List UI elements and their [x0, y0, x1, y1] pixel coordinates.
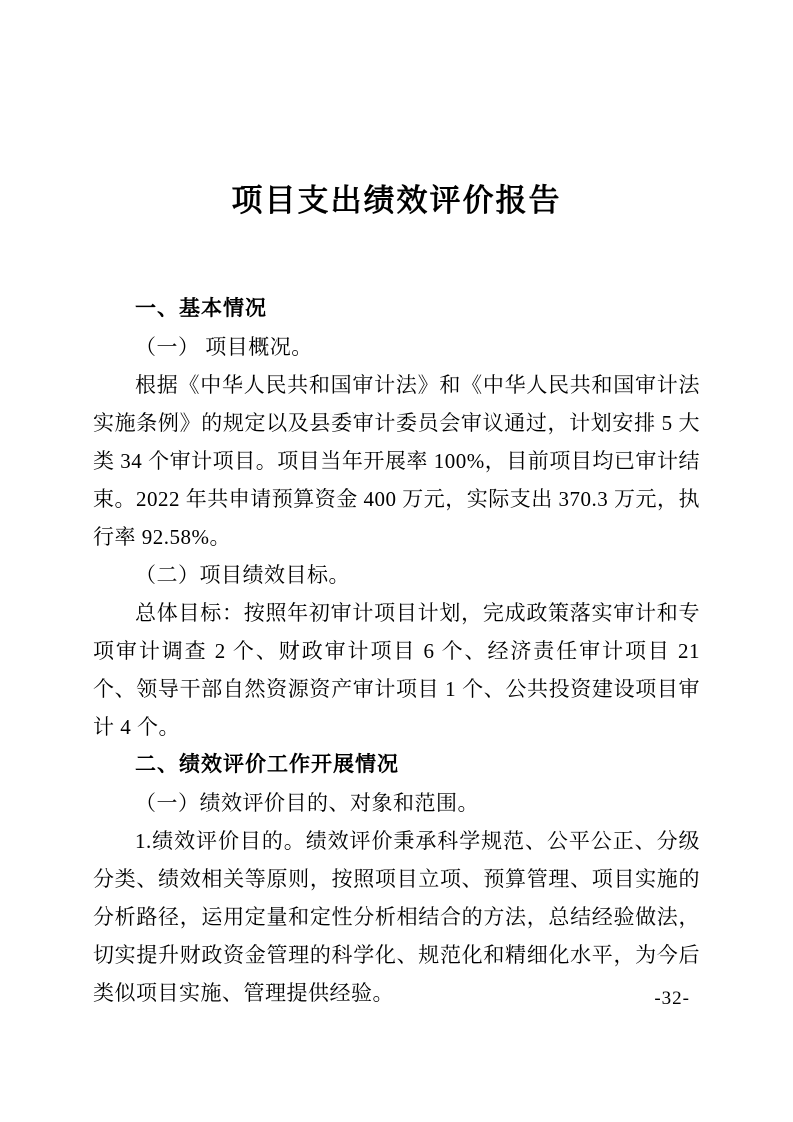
subsection-heading-project-overview: （一） 项目概况。	[135, 334, 313, 359]
paragraph-project-overview: 根据《中华人民共和国审计法》和《中华人民共和国审计法实施条例》的规定以及县委审计委员会审议通过，计划安排 5 大类 34 个审计项目。项目当年开展率 100%，目前项目均已审计结束。2022 年共申请预算资金 400 万元，实际支出 370.3 万元，执行率 92.58%。	[93, 372, 700, 549]
document-body	[93, 290, 700, 1012]
page-title: 项目支出绩效评价报告	[231, 182, 562, 218]
paragraph-overall-goals: 总体目标：按照年初审计项目计划，完成政策落实审计和专项审计调查 2 个、财政审计项目 6 个、经济责任审计项目 21 个、领导干部自然资源资产审计项目 1 个、公共投资建设项目审计 4 个。	[93, 600, 700, 739]
section-heading-evaluation-work: 二、绩效评价工作开展情况	[135, 752, 399, 776]
page-number: -32-	[654, 988, 690, 1009]
subsection-heading-evaluation-purpose-scope: （一）绩效评价目的、对象和范围。	[135, 790, 479, 815]
paragraph-evaluation-purpose: 1.绩效评价目的。绩效评价秉承科学规范、公平公正、分级分类、绩效相关等原则，按照项目立项、预算管理、项目实施的分析路径，运用定量和定性分析相结合的方法，总结经验做法，切实提升财政资金管理的科学化、规范化和精细化水平，为今后类似项目实施、管理提供经验。	[93, 828, 700, 1005]
subsection-heading-performance-goals: （二）项目绩效目标。	[135, 562, 350, 587]
section-heading-basic-situation: 一、基本情况	[135, 296, 267, 320]
